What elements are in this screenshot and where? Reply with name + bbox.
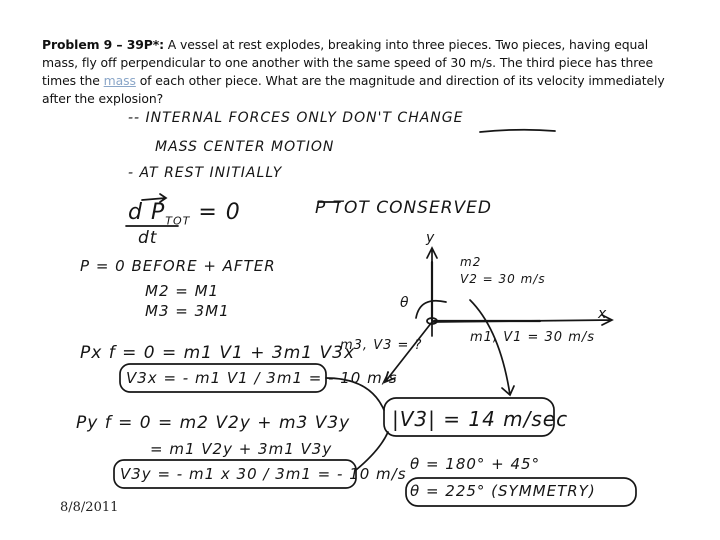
given-m2: M2 = M1: [145, 282, 220, 300]
change-underline: [480, 130, 555, 132]
v3-box: [384, 398, 554, 436]
slide-date: 8/8/2011: [60, 500, 119, 515]
problem-text-2: of each other piece. What are the magnitude and direction of its velocity immediately after the explosion?: [42, 73, 665, 106]
dp-symbol: d P: [128, 200, 166, 225]
mass-link[interactable]: mass: [103, 73, 136, 88]
theta-result-1: θ = 180° + 45°: [410, 455, 541, 473]
connector-v3: [470, 300, 514, 395]
result-v3: |V3| = 14 m/sec: [392, 407, 569, 431]
equation-y-1: Py f = 0 = m2 V2y + m3 V3y: [76, 413, 351, 433]
dp-dt-denominator: dt: [138, 228, 158, 248]
diagram-m1-label: m1, V1 = 30 m/s: [470, 330, 596, 345]
connector-vx: [326, 378, 384, 410]
given-momentum: P = 0 BEFORE + AFTER: [80, 257, 276, 275]
dp-equals-zero: = 0: [198, 200, 241, 225]
connector-vy: [356, 432, 388, 470]
diagram-v2-label: V2 = 30 m/s: [460, 272, 546, 286]
equation-y-2: = m1 V2y + 3m1 V3y: [150, 440, 333, 458]
dp-subscript: TOT: [165, 214, 191, 228]
equation-x-1: Px f = 0 = m1 V1 + 3m1 V3x: [80, 343, 355, 363]
m3-velocity-arrow: [385, 322, 432, 382]
diagram-m2-label: m2: [460, 255, 482, 269]
vx-box: [120, 364, 326, 392]
equation-x-2: V3x = - m1 V1 / 3m1 = - 10 m/s: [126, 369, 398, 387]
problem-label: Problem 9 – 39P*:: [42, 37, 164, 52]
diagram-m3-label: m3, V3 = ?: [340, 338, 423, 353]
note-mass-center: MASS CENTER MOTION: [155, 139, 335, 155]
diagram-theta-label: θ: [400, 295, 410, 311]
p-vector-arrow: [142, 194, 166, 202]
diagram-y-axis-label: y: [426, 230, 436, 246]
vy-box: [114, 460, 356, 488]
equation-y-3: V3y = - m1 x 30 / 3m1 = - 10 m/s: [120, 465, 407, 483]
p-conserved-note: P TOT CONSERVED: [315, 198, 492, 218]
theta-result-2: θ = 225° (SYMMETRY): [410, 482, 596, 500]
theta-box: [406, 478, 636, 506]
diagram-x-axis-label: x: [598, 306, 608, 322]
problem-text-1: A vessel at rest explodes, breaking into three pieces. Two pieces, having equal mass, fly off perpendicular to one another with the same speed of 30 m/s. The third piece has three times the: [42, 37, 654, 88]
note-internal-forces: -- INTERNAL FORCES ONLY DON'T CHANGE: [128, 110, 464, 126]
given-m3: M3 = 3M1: [145, 302, 230, 320]
note-at-rest: - AT REST INITIALLY: [128, 165, 283, 181]
